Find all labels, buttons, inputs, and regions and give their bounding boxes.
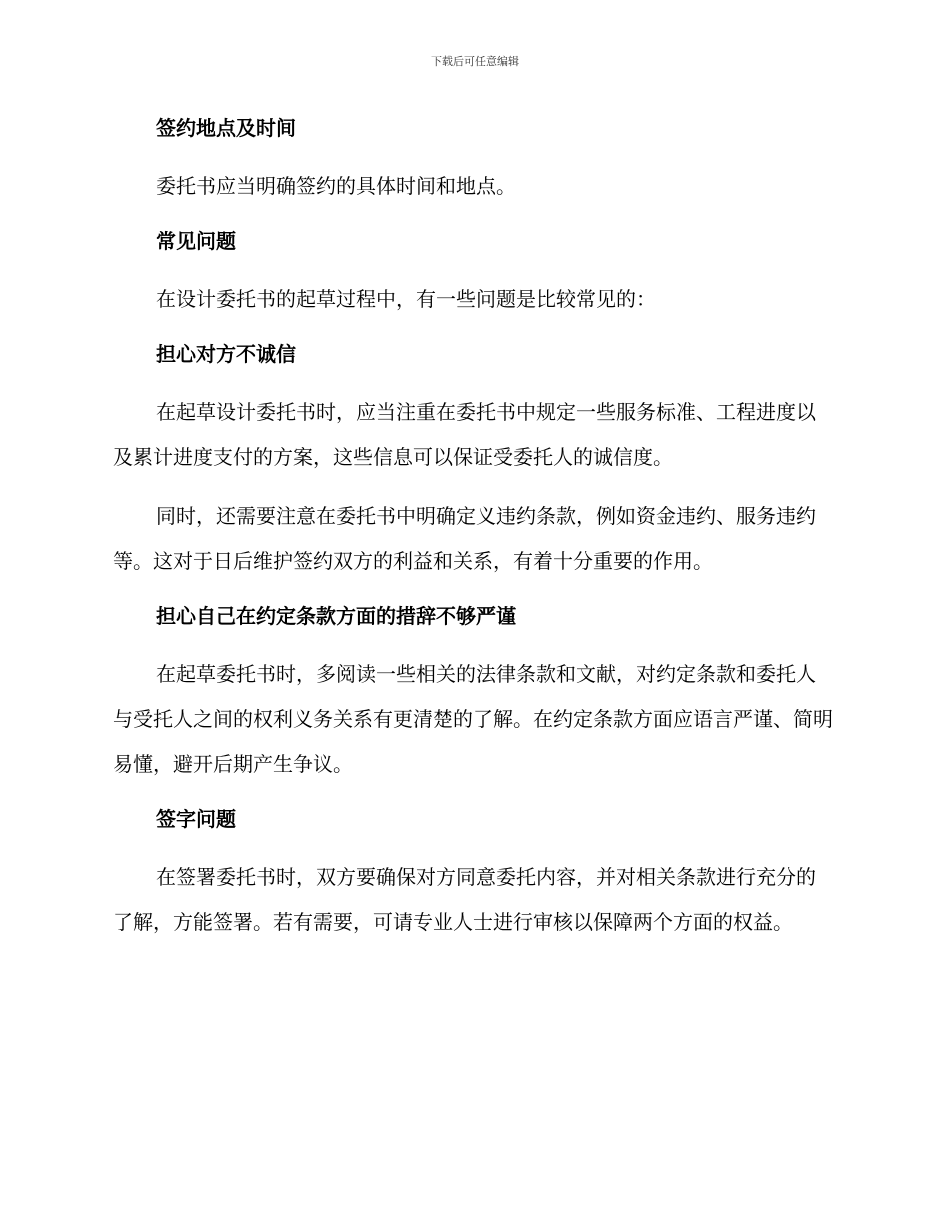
section-heading-integrity-concern: 担心对方不诚信 xyxy=(156,342,296,366)
paragraph: 在设计委托书的起草过程中，有一些问题是比较常见的： xyxy=(156,287,656,311)
paragraph: 委托书应当明确签约的具体时间和地点。 xyxy=(156,174,516,198)
section-heading-wording-concern: 担心自己在约定条款方面的措辞不够严谨 xyxy=(156,604,516,628)
document-body xyxy=(113,110,833,945)
paragraph: 在起草设计委托书时，应当注重在委托书中规定一些服务标准、工程进度以及累计进度支付的方案，这些信息可以保证受委托人的诚信度。 xyxy=(113,400,816,469)
section-heading-signing-place-time: 签约地点及时间 xyxy=(156,116,296,140)
paragraph: 在起草委托书时，多阅读一些相关的法律条款和文献，对约定条款和委托人与受托人之间的权利义务关系有更清楚的了解。在约定条款方面应语言严谨、简明易懂，避开后期产生争议。 xyxy=(113,662,833,776)
section-heading-signature-issues: 签字问题 xyxy=(156,807,236,831)
paragraph: 同时，还需要注意在委托书中明确定义违约条款，例如资金违约、服务违约等。这对于日后维护签约双方的利益和关系，有着十分重要的作用。 xyxy=(113,504,816,573)
paragraph: 在签署委托书时，双方要确保对方同意委托内容，并对相关条款进行充分的了解，方能签署。若有需要，可请专业人士进行审核以保障两个方面的权益。 xyxy=(113,865,816,934)
section-heading-common-issues: 常见问题 xyxy=(156,229,236,253)
page-header: 下载后可任意编辑 xyxy=(431,55,519,68)
